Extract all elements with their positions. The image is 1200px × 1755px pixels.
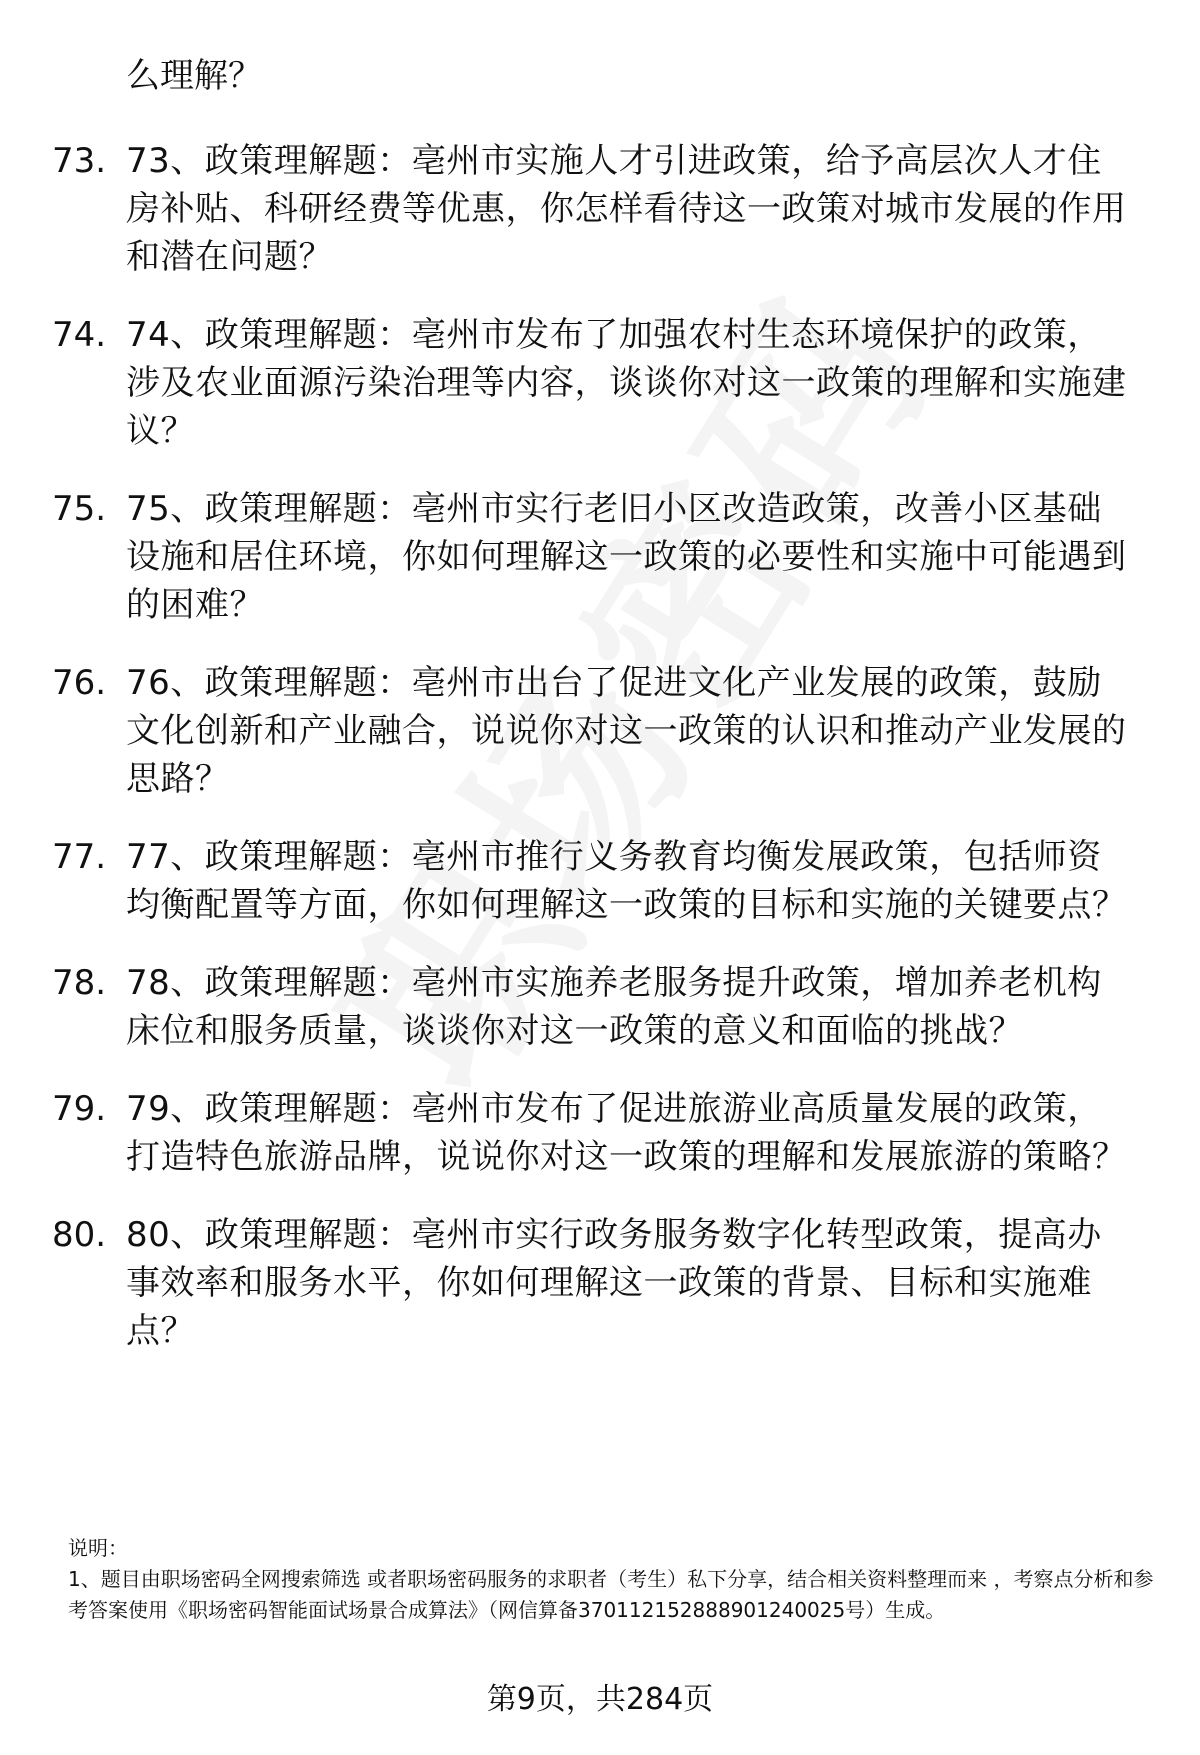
note-section [68, 1533, 1158, 1626]
page-number: 第9页，共284页 [486, 1682, 714, 1717]
question-number: 76. [52, 663, 107, 703]
question-text: 79、政策理解题：亳州市发布了促进旅游业高质量发展的政策，打造特色旅游品牌，说说你对这一政策的理解和发展旅游的策略？ [126, 1089, 1127, 1177]
question-item [0, 1211, 1200, 1355]
question-number: 74. [52, 315, 107, 355]
question-text: 76、政策理解题：亳州市出台了促进文化产业发展的政策，鼓励文化创新和产业融合，说说你对这一政策的认识和推动产业发展的思路？ [126, 663, 1127, 799]
question-text: 74、政策理解题：亳州市发布了加强农村生态环境保护的政策，涉及农业面源污染治理等内容，谈谈你对这一政策的理解和实施建议？ [126, 315, 1127, 451]
question-item [0, 485, 1200, 629]
question-number: 77. [52, 837, 107, 877]
question-item [0, 1085, 1200, 1181]
question-number: 75. [52, 489, 107, 529]
question-text: 77、政策理解题：亳州市推行义务教育均衡发展政策，包括师资均衡配置等方面，你如何理解这一政策的目标和实施的关键要点？ [126, 837, 1127, 925]
question-item [0, 833, 1200, 929]
question-item [0, 959, 1200, 1055]
question-item [0, 311, 1200, 455]
continuation-text: 么理解？ [126, 56, 262, 96]
question-item [0, 659, 1200, 803]
note-title: 说明： [68, 1536, 128, 1560]
note-body: 1、题目由职场密码全网搜索筛选 或者职场密码服务的求职者（考生）私下分享，结合相关资料整理而来 ，考察点分析和参考答案使用《职场密码智能面试场景合成算法》（网信算备370112152888901240025号）生成。 [68, 1567, 1154, 1622]
question-text: 78、政策理解题：亳州市实施养老服务提升政策，增加养老机构床位和服务质量，谈谈你对这一政策的意义和面临的挑战？ [126, 963, 1102, 1051]
question-number: 79. [52, 1089, 107, 1129]
question-number: 78. [52, 963, 107, 1003]
question-text: 73、政策理解题：亳州市实施人才引进政策，给予高层次人才住房补贴、科研经费等优惠，你怎样看待这一政策对城市发展的作用和潜在问题？ [126, 141, 1127, 277]
question-text: 75、政策理解题：亳州市实行老旧小区改造政策，改善小区基础设施和居住环境，你如何理解这一政策的必要性和实施中可能遇到的困难？ [126, 489, 1127, 625]
question-text: 80、政策理解题：亳州市实行政务服务数字化转型政策，提高办事效率和服务水平，你如何理解这一政策的背景、目标和实施难点？ [126, 1215, 1102, 1351]
question-number: 73. [52, 141, 107, 181]
question-list [0, 137, 1200, 1385]
question-item [0, 137, 1200, 281]
question-number: 80. [52, 1215, 107, 1255]
